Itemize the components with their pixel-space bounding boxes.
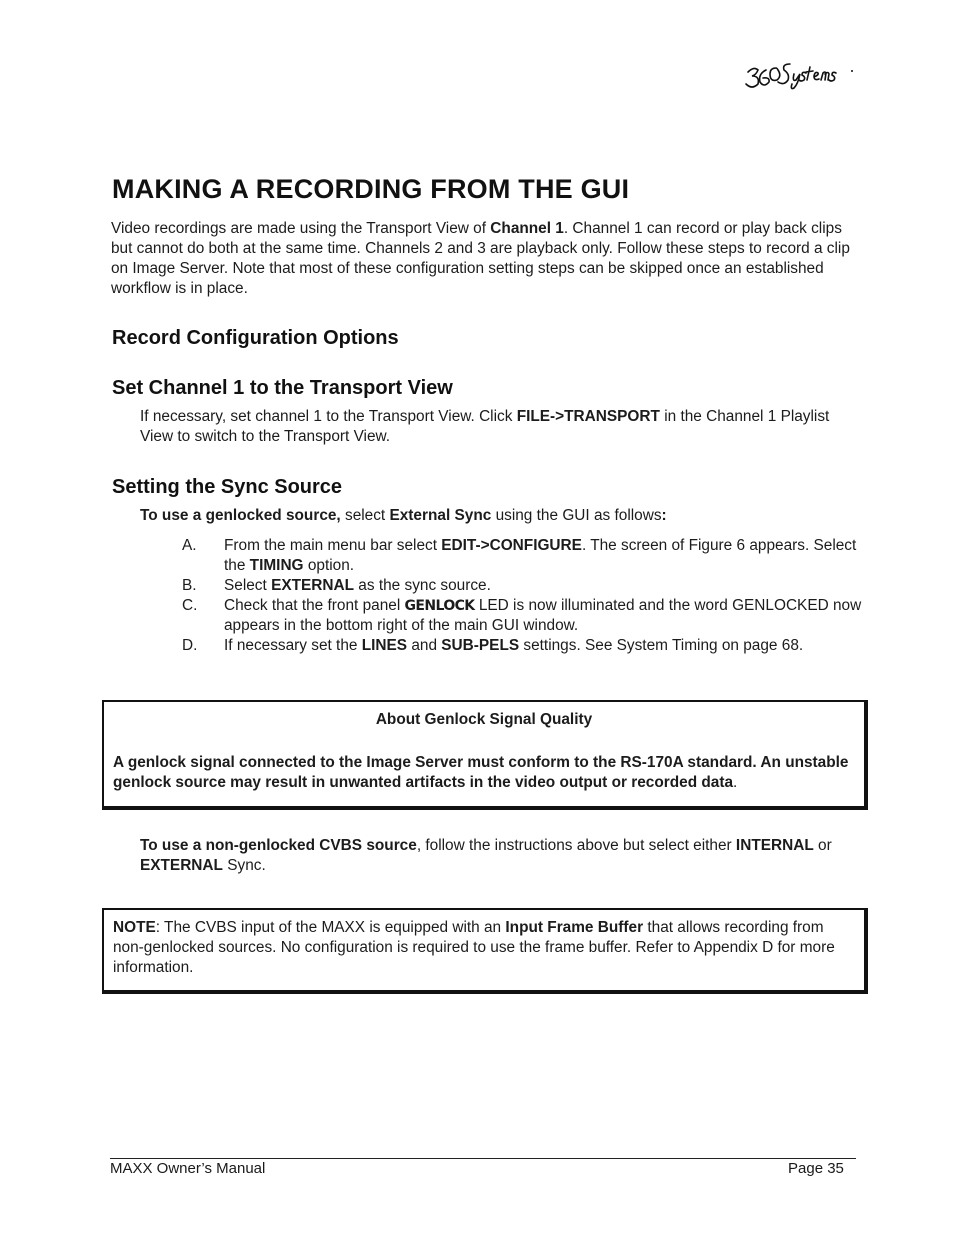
genlock-intro-text-2: using the GUI as follows [491,507,662,524]
step-letter: B. [182,577,197,594]
footer-divider [110,1158,856,1159]
step-text: From the main menu bar select [224,537,442,554]
genlock-intro-paragraph [140,506,852,526]
step-text: settings. See System Timing on page 68. [519,637,804,654]
step-bold: EDIT->CONFIGURE [441,537,582,554]
step-text: LED is now illuminated and the word GENLOCKED now appears in the bottom right of the main GUI window. [224,597,862,634]
nongen-text-2: or [813,837,832,854]
genlock-box-bold-text: A genlock signal connected to the Image Server must conform to the RS-170A standard. An unstable genlock source may result in unwanted artifacts in the video output or recorded data [113,754,849,791]
heading-set-channel: Set Channel 1 to the Transport View [112,377,453,399]
list-item [182,576,872,596]
intro-bold-channel: Channel 1 [490,220,564,237]
nongen-bold-1: To use a non-genlocked CVBS source [140,837,417,854]
step-bold: EXTERNAL [271,577,355,594]
note-text-1: : The CVBS input of the MAXX is equipped with an [155,919,506,936]
footer-manual-name: MAXX Owner’s Manual [110,1160,266,1177]
genlock-quality-box [102,700,868,810]
nongen-text-3: Sync. [222,857,266,874]
heading-record-configuration: Record Configuration Options [112,327,399,349]
step-bold: LINES [361,637,408,654]
list-item [182,536,872,576]
step-text: Select [224,577,272,594]
sync-steps-list [182,536,872,656]
step-text: option. [303,557,355,574]
page-title: MAKING A RECORDING FROM THE GUI [112,174,630,204]
step-letter: A. [182,537,197,554]
list-item [182,596,872,636]
genlock-intro-bold-2: External Sync [389,507,492,524]
step-letter: D. [182,637,198,654]
note-bold-buffer: Input Frame Buffer [505,919,644,936]
step-text: Check that the front panel [224,597,405,614]
non-genlocked-paragraph [140,836,852,876]
step-text: and [407,637,442,654]
step-letter: C. [182,597,198,614]
transport-bold-command: FILE->TRANSPORT [516,408,660,425]
genlock-box-title: About Genlock Signal Quality [375,711,593,728]
nongen-bold-2: INTERNAL [735,837,814,854]
step-text: as the sync source. [354,577,491,594]
note-box [102,908,868,994]
company-logo [744,58,856,92]
step-bold: SUB-PELS [441,637,520,654]
step-text: If necessary set the [224,637,362,654]
genlock-box-tail: . [733,774,738,791]
intro-paragraph [111,219,851,299]
genlock-intro-text-1: select [340,507,390,524]
step-bold: TIMING [249,557,304,574]
heading-sync-source: Setting the Sync Source [112,476,343,498]
step-text: . The screen of Figure 6 appears. Select the [224,537,857,574]
intro-text-2: . Channel 1 can record or play back clips but cannot do both at the same time. Channels 2 and 3 are playback only. Follow these steps to record a clip on Image Server. Note that most of these configuration setting steps can be skipped once an established workflow is in place. [111,220,850,297]
nongen-bold-3: EXTERNAL [140,857,223,874]
transport-text-1: If necessary, set channel 1 to the Transport View. Click [140,408,517,425]
intro-text-1: Video recordings are made using the Transport View of [111,220,491,237]
genlock-intro-bold-3: : [661,507,667,524]
transport-text-2: in the Channel 1 Playlist View to switch to the Transport View. [140,408,830,445]
genlock-box-text [113,753,853,793]
transport-paragraph [140,407,852,447]
note-text-2: that allows recording from non-genlocked sources. No configuration is required to use the frame buffer. Refer to Appendix D for more information. [113,919,835,976]
footer-page-number: Page 35 [788,1160,844,1177]
genlock-intro-bold-1: To use a genlocked source, [140,507,341,524]
note-label: NOTE [113,919,156,936]
nongen-text-1: , follow the instructions above but select either [416,837,736,854]
note-text [113,918,858,978]
list-item [182,636,872,656]
step-bold-genlock: GENLOCK [404,598,475,614]
